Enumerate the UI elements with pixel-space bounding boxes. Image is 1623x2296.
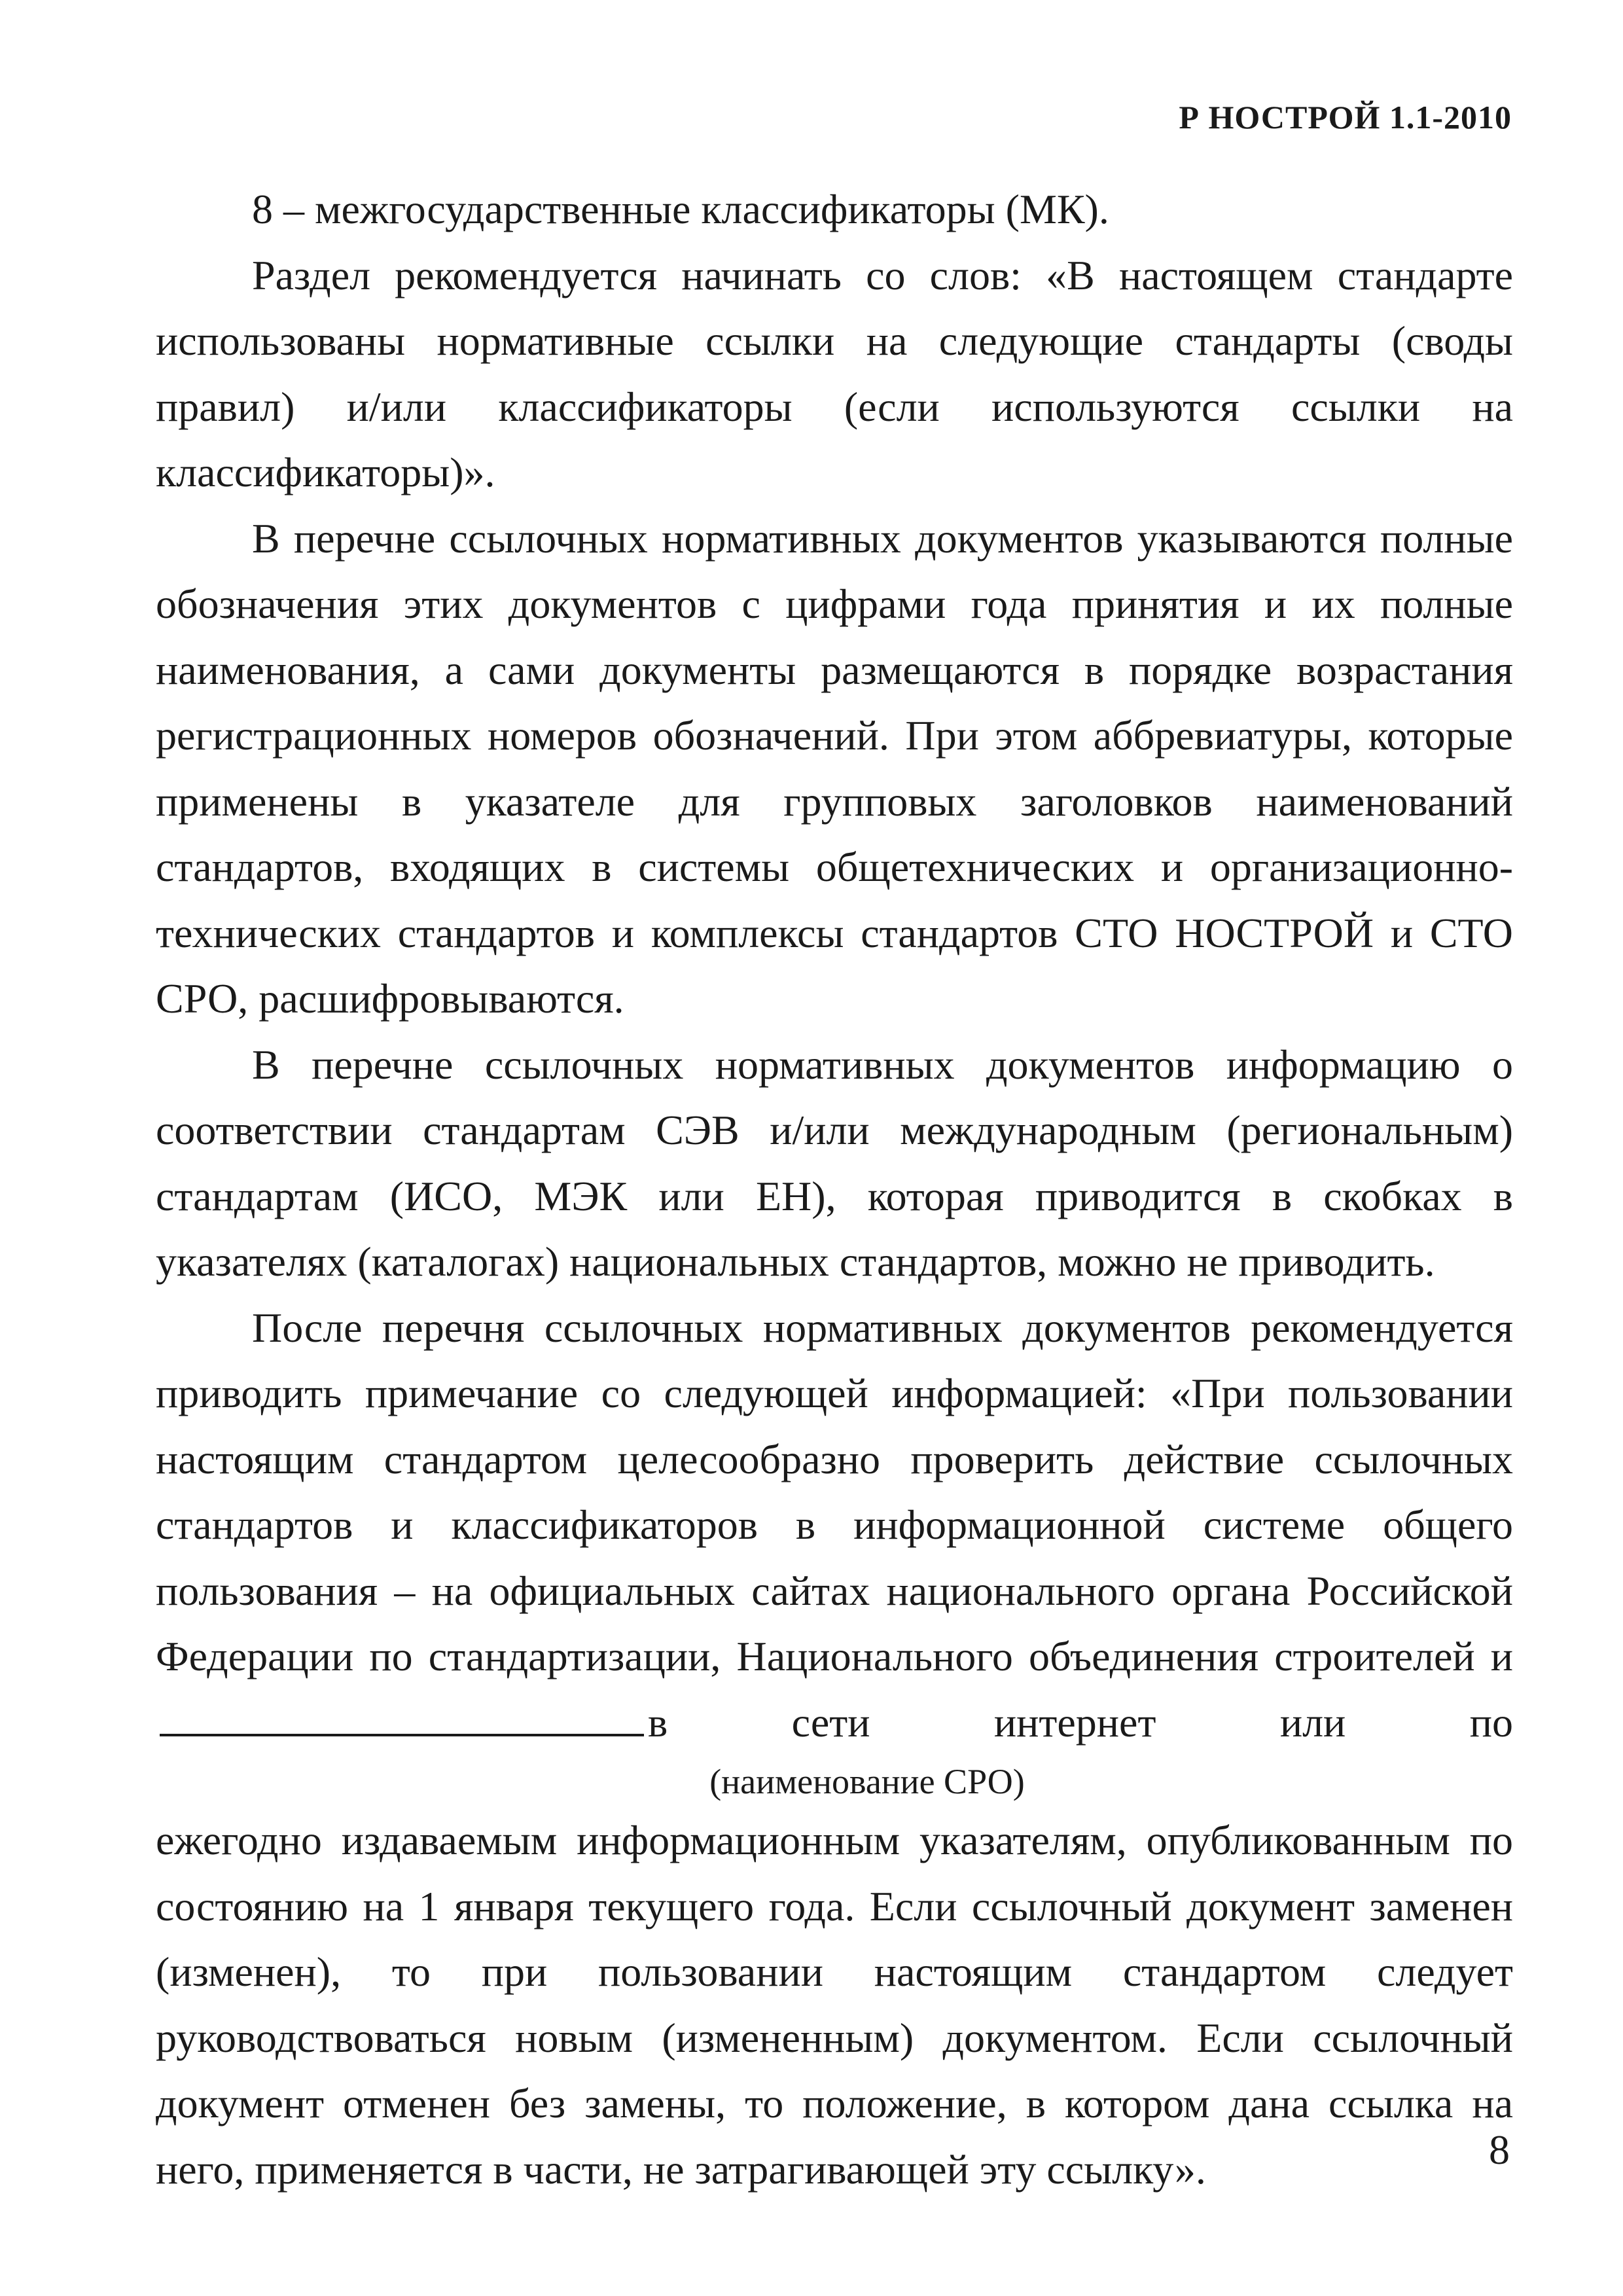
paragraph-reference-list-rules: В перечне ссылочных нормативных документов указываются полные обозначения этих документов с цифрами года принятия и их полные наименования, а сами документы размещаются в порядке возрастания регистрационных номеров обозначений. При этом аббревиатуры, которые применены в указателе для групповых заголовков наименований стандартов, входящих в системы общетехнических и организационно-технических стандартов и комплексы стандартов СТО НОСТРОЙ и СТО СРО, расшифровываются. [156,514,1513,1022]
paragraph-note-continuation: ежегодно издаваемым информационным указателям, опубликованным по состоянию на 1 января текущего года. Если ссылочный документ заменен (изменен), то при пользовании настоящим стандартом следует руководствоваться новым (измененным) документом. Если ссылочный документ отменен без замены, то положение, в котором дана ссылка на него, применяется в части, не затрагивающей эту ссылку». [156,1817,1513,2193]
body-text [156,177,1513,2202]
note-text-after-blank: в сети интернет или по [648,1698,1513,1746]
paragraph-classifiers-item: 8 – межгосударственные классификаторы (МК). [252,186,1109,232]
document-code-header: Р НОСТРОЙ 1.1-2010 [1179,99,1512,135]
paragraph-sev-compliance: В перечне ссылочных нормативных документов информацию о соответствии стандартам СЭВ и/или международным (региональным) стандартам (ИСО, МЭК или ЕН), которая приводится в скобках в указателях (каталогах) национальных стандартов, можно не приводить. [156,1041,1513,1285]
paragraph-note-recommendation [156,1295,1513,1756]
page-number: 8 [1489,2126,1510,2173]
paragraph-section-intro: Раздел рекомендуется начинать со слов: «В настоящем стандарте использованы нормативные ссылки на следующие стандарты (своды правил) и/или классификаторы (если используются ссылки на классификаторы)». [156,251,1513,495]
sro-name-blank-line [160,1693,644,1736]
note-text-before-blank: После перечня ссылочных нормативных документов рекомендуется приводить примечание со следующей информацией: «При пользовании настоящим стандартом целесообразно проверить действие ссылочных стандартов и классификаторов в информационной системе общего пользования – на официальных сайтах национального органа Российской Федерации по стандартизации, Национального объединения строителей и [156,1304,1513,1679]
sro-name-caption: (наименование СРО) [709,1762,1025,1801]
